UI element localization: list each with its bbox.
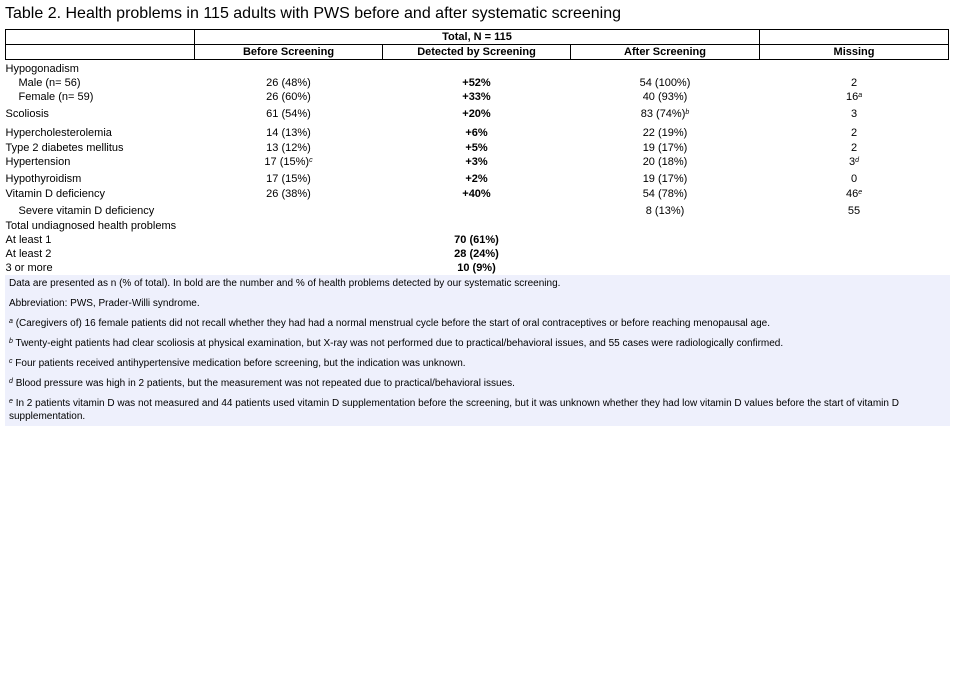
cell-before <box>195 219 383 233</box>
header-blank-cell <box>6 45 195 60</box>
cell-detected-text: +5% <box>465 142 488 154</box>
note-abbreviation: Abbreviation: PWS, Prader-Willi syndrome. <box>9 298 200 309</box>
cell-detected-text: +33% <box>462 91 491 103</box>
cell-after <box>571 107 760 126</box>
table-row <box>6 233 949 247</box>
cell-detected <box>383 107 571 126</box>
row-label-text: Hypogonadism <box>5 63 79 75</box>
cell-missing <box>760 126 949 141</box>
row-label <box>6 204 195 219</box>
cell-after-text: 83 (74%) <box>640 108 686 120</box>
row-label <box>6 247 195 261</box>
cell-before-text: 17 (15%) <box>264 156 310 168</box>
row-label-text: Scoliosis <box>5 108 49 120</box>
footnote-mark: d <box>9 378 13 385</box>
row-label <box>6 90 195 107</box>
row-label-text: Hypertension <box>5 156 71 168</box>
row-label-text: Vitamin D deficiency <box>5 188 105 200</box>
cell-detected-text: 28 (24%) <box>454 248 499 260</box>
footnote-text: Four patients received antihypertensive medication before screening, but the indication was unknown. <box>15 358 466 369</box>
cell-before <box>195 247 383 261</box>
footnote-mark: e <box>858 189 863 196</box>
row-label <box>6 126 195 141</box>
cell-detected-text: +40% <box>462 188 491 200</box>
row-label <box>6 172 195 187</box>
cell-after <box>571 141 760 155</box>
table-row <box>6 187 949 204</box>
row-label <box>6 187 195 204</box>
cell-detected-text: 70 (61%) <box>454 234 499 246</box>
cell-after-text: 54 (78%) <box>642 188 688 200</box>
table-row <box>6 90 949 107</box>
cell-missing-text: 2 <box>850 142 858 154</box>
cell-after <box>571 247 760 261</box>
table-row <box>6 247 949 261</box>
cell-before <box>195 107 383 126</box>
cell-before <box>195 126 383 141</box>
cell-missing <box>760 233 949 247</box>
header-blank-cell <box>760 30 949 45</box>
footnote-mark: e <box>9 398 13 405</box>
row-label <box>6 155 195 172</box>
table-body <box>6 60 949 276</box>
cell-missing-text: 3 <box>850 108 858 120</box>
table-row <box>6 219 949 233</box>
header-columns-row <box>6 45 949 60</box>
cell-after <box>571 126 760 141</box>
row-label <box>6 233 195 247</box>
footnotes-list <box>9 317 948 423</box>
row-label <box>6 219 195 233</box>
table-row <box>6 107 949 126</box>
cell-before <box>195 261 383 275</box>
row-label-text: Female (n= 59) <box>18 91 94 103</box>
cell-missing <box>760 76 949 90</box>
cell-missing <box>760 60 949 77</box>
cell-after <box>571 60 760 77</box>
cell-after-text: 54 (100%) <box>639 77 691 89</box>
cell-before-text: 26 (60%) <box>266 91 311 103</box>
row-label <box>6 107 195 126</box>
row-label-text: Total undiagnosed health problems <box>5 220 177 232</box>
footnote-text: In 2 patients vitamin D was not measured and 44 patients used vitamin D supplementation before the screening, but it was unknown whether they had low vitamin D values before the start of vitamin D supplementation. <box>9 398 899 422</box>
row-label <box>6 261 195 275</box>
table-title: Table 2. Health problems in 115 adults with PWS before and after systematic screening <box>5 5 622 22</box>
table-row <box>6 60 949 77</box>
cell-after-text: 22 (19%) <box>642 127 688 139</box>
cell-before <box>195 204 383 219</box>
cell-before <box>195 141 383 155</box>
footnote-mark: b <box>9 338 13 345</box>
cell-detected <box>383 187 571 204</box>
footnote-text: (Caregivers of) 16 female patients did not recall whether they had had a normal menstrual cycle before the start of oral contraceptives or before reaching menopausal age. <box>15 318 770 329</box>
cell-detected-text: +2% <box>465 173 488 185</box>
cell-missing <box>760 219 949 233</box>
cell-detected-text: +52% <box>462 77 491 89</box>
table-row <box>6 126 949 141</box>
cell-before-text: 26 (48%) <box>266 77 311 89</box>
cell-detected <box>383 76 571 90</box>
cell-detected-text: 10 (9%) <box>457 262 496 274</box>
cell-after-text: 19 (17%) <box>642 173 688 185</box>
cell-missing-text: 16 <box>845 91 859 103</box>
cell-missing <box>760 90 949 107</box>
row-label-text: Hypothyroidism <box>5 173 82 185</box>
cell-before <box>195 172 383 187</box>
table-row <box>6 141 949 155</box>
cell-detected-text: +3% <box>465 156 488 168</box>
cell-missing-text: 2 <box>850 77 858 89</box>
cell-missing <box>760 107 949 126</box>
cell-before-text: 14 (13%) <box>266 127 311 139</box>
cell-detected <box>383 204 571 219</box>
cell-before <box>195 76 383 90</box>
cell-after-text: 8 (13%) <box>645 205 685 217</box>
footnote-mark: c <box>309 157 313 164</box>
cell-missing-text: 55 <box>847 205 861 217</box>
cell-missing-text: 3 <box>849 156 856 168</box>
cell-detected <box>383 233 571 247</box>
footnote-item <box>9 337 948 350</box>
cell-missing <box>760 247 949 261</box>
cell-detected <box>383 126 571 141</box>
cell-detected <box>383 247 571 261</box>
cell-after <box>571 172 760 187</box>
cell-after <box>571 261 760 275</box>
cell-before <box>195 60 383 77</box>
footnote-mark: b <box>685 109 690 116</box>
cell-missing <box>760 187 949 204</box>
footnote-mark: d <box>855 157 860 164</box>
row-label <box>6 141 195 155</box>
cell-before <box>195 155 383 172</box>
cell-after <box>571 219 760 233</box>
cell-detected <box>383 60 571 77</box>
footnote-text: Blood pressure was high in 2 patients, but the measurement was not repeated due to practical/behavioral issues. <box>15 378 515 389</box>
footnote-mark: a <box>9 318 13 325</box>
row-label-text: Severe vitamin D deficiency <box>18 205 155 217</box>
cell-missing-text: 2 <box>850 127 858 139</box>
footnote-item <box>9 317 948 330</box>
cell-detected-text: +6% <box>465 127 488 139</box>
column-header-after: After Screening <box>571 45 760 60</box>
cell-missing <box>760 141 949 155</box>
table-row <box>6 261 949 275</box>
table-row <box>6 204 949 219</box>
cell-detected <box>383 141 571 155</box>
cell-after-text: 19 (17%) <box>642 142 688 154</box>
footnote-item <box>9 397 948 423</box>
cell-missing <box>760 204 949 219</box>
cell-detected <box>383 155 571 172</box>
cell-missing <box>760 155 949 172</box>
cell-after <box>571 204 760 219</box>
cell-detected <box>383 261 571 275</box>
header-blank-cell <box>6 30 195 45</box>
cell-before-text: 13 (12%) <box>266 142 311 154</box>
cell-before <box>195 187 383 204</box>
column-header-detected: Detected by Screening <box>383 45 571 60</box>
header-group-total: Total, N = 115 <box>195 30 760 45</box>
cell-after <box>571 233 760 247</box>
row-label <box>6 76 195 90</box>
cell-after <box>571 90 760 107</box>
cell-after-text: 20 (18%) <box>642 156 688 168</box>
table-row <box>6 172 949 187</box>
health-problems-table <box>5 29 949 275</box>
footnote-item <box>9 377 948 390</box>
cell-detected-text: +20% <box>462 108 491 120</box>
cell-after <box>571 76 760 90</box>
row-label-text: Hypercholesterolemia <box>5 127 112 139</box>
table-row <box>6 155 949 172</box>
cell-after <box>571 155 760 172</box>
row-label <box>6 60 195 77</box>
header-group-row <box>6 30 949 45</box>
cell-detected <box>383 172 571 187</box>
footnote-text: Twenty-eight patients had clear scoliosis at physical examination, but X-ray was not performed due to practical/behavioral issues, and 55 cases were radiologically confirmed. <box>15 338 784 349</box>
cell-before <box>195 90 383 107</box>
row-label-text: Type 2 diabetes mellitus <box>5 142 124 154</box>
cell-before-text: 17 (15%) <box>266 173 311 185</box>
footnote-mark: c <box>9 358 13 365</box>
cell-after <box>571 187 760 204</box>
footnote-mark: a <box>858 92 863 99</box>
table-notes <box>5 275 950 426</box>
row-label-text: At least 1 <box>5 234 52 246</box>
cell-missing-text: 0 <box>850 173 858 185</box>
column-header-missing: Missing <box>760 45 949 60</box>
cell-missing-text: 46 <box>845 188 859 200</box>
cell-detected <box>383 219 571 233</box>
cell-missing <box>760 172 949 187</box>
row-label-text: 3 or more <box>5 262 53 274</box>
cell-detected <box>383 90 571 107</box>
cell-before-text: 61 (54%) <box>266 108 311 120</box>
table-row <box>6 76 949 90</box>
cell-before-text: 26 (38%) <box>266 188 311 200</box>
column-header-before: Before Screening <box>195 45 383 60</box>
footnote-item <box>9 357 948 370</box>
row-label-text: Male (n= 56) <box>18 77 81 89</box>
row-label-text: At least 2 <box>5 248 52 260</box>
cell-after-text: 40 (93%) <box>642 91 688 103</box>
note-general: Data are presented as n (% of total). In bold are the number and % of health problems detected by our systematic screening. <box>9 278 561 289</box>
cell-before <box>195 233 383 247</box>
cell-missing <box>760 261 949 275</box>
